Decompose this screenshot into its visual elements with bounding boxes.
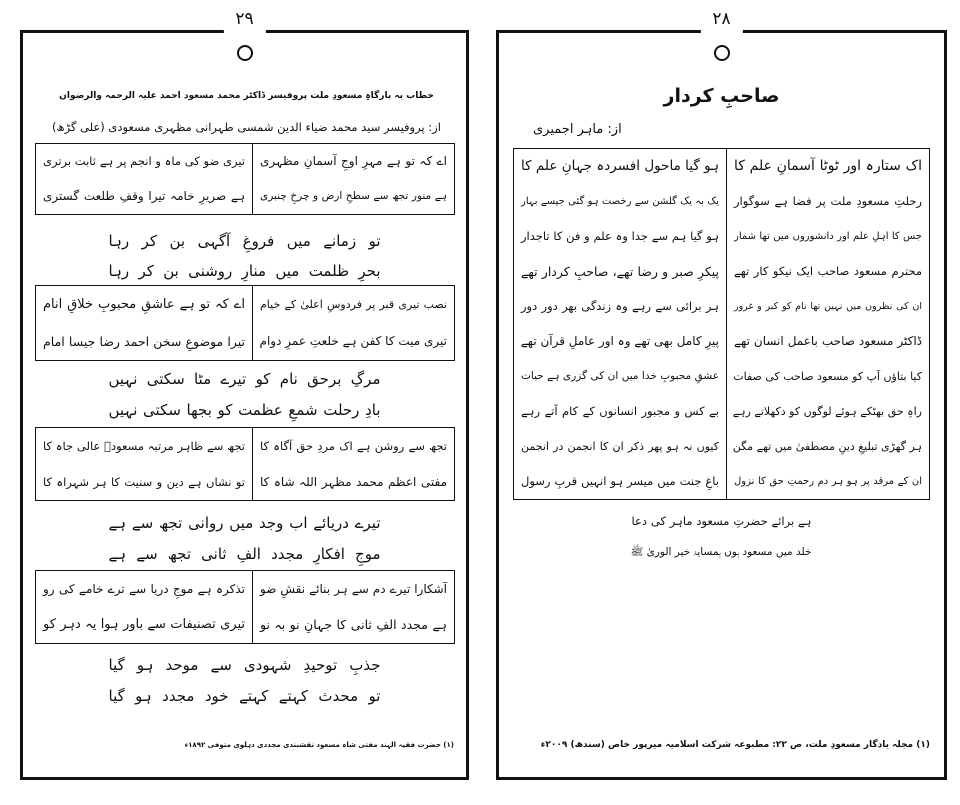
poem-byline: از: پروفیسر سید محمد ضیاء الدین شمسی طہرانی مظہری مسعودی (علی گڑھ)	[52, 120, 441, 134]
hemistich-left: ہر برائی سے رہے وہ زندگی بھر دور دور	[521, 299, 719, 313]
stanza-row	[514, 289, 929, 324]
stanza-box	[35, 143, 455, 215]
hemistich-right: اک ستارہ اور ٹوٹا آسمانِ علم کا	[726, 149, 929, 184]
hemistich-right: رحلتِ مسعودِ ملت پر فضا ہے سوگوار	[726, 184, 929, 219]
stanza-row	[514, 324, 929, 359]
hemistich-right: تجھ سے روشن ہے اک مردِ حق آگاہ کا	[252, 428, 454, 464]
page-right	[496, 9, 947, 780]
hemistich-left: تیرا موضوعِ سخن احمد رضا جیسا امام	[43, 334, 245, 349]
stanza-row	[514, 254, 929, 289]
hemistich-left: بے کس و مجبور انسانوں کے کام آتے رہے	[521, 404, 719, 418]
hemistich-right: ان کے مرقد پر ہو ہر دم رحمتِ حق کا نزول	[726, 464, 929, 499]
hemistich-right: مفتی اعظم محمد مظہر اللہ شاہ کا	[252, 464, 454, 500]
stanza-row	[514, 394, 929, 429]
stanza-row	[514, 219, 929, 254]
couplet-line: تو زمانے میں فروغِ آگہی بن کر رہا	[108, 232, 381, 250]
stanza-box	[35, 570, 455, 644]
page-number: ۲۹	[223, 5, 265, 33]
poem-byline: از: ماہر اجمیری	[533, 122, 622, 137]
stanza-row	[36, 607, 454, 643]
stanza-row	[36, 464, 454, 500]
stanza-row	[36, 286, 454, 323]
hemistich-right: ان کی نظروں میں نہیں تھا نام کو کبر و غرور	[726, 289, 929, 324]
poem-box	[513, 148, 930, 500]
closing-line: خلد میں مسعود ہوں ہمسایۂ خیر الوریٰ ﷺ	[630, 546, 812, 558]
hemistich-right: ہے منور تجھ سے سطحِ ارض و چرخِ چنبری	[252, 179, 454, 214]
circle-ornament-icon	[237, 45, 253, 61]
hemistich-right: آشکارا تیرے دم سے ہر بنائے نقشِ ضو	[252, 571, 454, 607]
couplet-line: مرگِ برحق نام کو تیرے مٹا سکتی نہیں	[108, 370, 381, 388]
couplet-line: جذبِ توحیدِ شہودی سے موحد ہو گیا	[108, 656, 381, 674]
hemistich-right: ڈاکٹر مسعود صاحب باعمل انسان تھے	[726, 324, 929, 359]
hemistich-left: تیری ضو کی ماہ و انجم پر ہے ثابت برتری	[43, 154, 245, 168]
stanza-row	[514, 149, 929, 184]
stanza-row	[514, 184, 929, 219]
hemistich-left: عشقِ محبوبِ خدا میں ان کی گزری ہے حیات	[521, 370, 719, 382]
couplet-line: موجِ افکارِ مجدد الفِ ثانی تجھ سے ہے	[108, 545, 381, 563]
footnote: (۱) مجلہ یادگار مسعودِ ملت، ص ۲۲: مطبوعہ شرکت اسلامیہ میرپور خاص (سندھ) ۲۰۰۹ء	[540, 740, 930, 750]
poem-title: صاحبِ کردار	[663, 85, 780, 107]
hemistich-left: ہے صریرِ خامہ تیرا وقفِ طلعت گستری	[43, 189, 245, 203]
couplet-line: بادِ رحلت شمعِ عظمت کو بجھا سکتی نہیں	[108, 401, 381, 419]
hemistich-right: جس کا اہلِ علم اور دانشوروں میں تھا شمار	[726, 219, 929, 254]
hemistich-right: ہے مجدد الفِ ثانی کا جہانِ نو بہ نو	[252, 607, 454, 643]
stanza-box	[35, 427, 455, 501]
couplet-line: تیرے دریائے اب وجد میں روانی تجھ سے ہے	[108, 514, 381, 532]
hemistich-left: تذکرہ ہے موجِ دریا سے ترے خامے کی رو	[43, 582, 245, 596]
stanza-row	[36, 428, 454, 464]
hemistich-right: نصب تیری قبر پر فردوسِ اعلیٰ کے خیام	[252, 286, 454, 323]
couplet-line: بحرِ ظلمت میں منارِ روشنی بن کر رہا	[108, 262, 381, 280]
hemistich-left: تجھ سے ظاہر مرتبہ مسعودؔ عالی جاہ کا	[43, 439, 245, 453]
stanza-row	[514, 464, 929, 499]
hemistich-left: باغِ جنت میں میسر ہو انہیں قربِ رسول	[521, 474, 719, 488]
hemistich-left: پیرِ کامل بھی تھے وہ اور عاملِ قرآن تھے	[520, 334, 719, 348]
footnote: (۱) حضرت فقیہ الہند مفتی شاہ مسعود نقشبندی مجددی دہلوی متوفی ۱۸۹۲ء	[184, 741, 454, 749]
hemistich-left: ہو گیا ہم سے جدا وہ علم و فن کا تاجدار	[521, 229, 719, 243]
couplet-line: تو محدث کہتے کہتے خود مجدد ہو گیا	[108, 687, 381, 705]
page-number: ۲۸	[700, 5, 742, 33]
hemistich-right: تیری میت کا کفن ہے خلعتِ عمرِ دوام	[252, 323, 454, 360]
circle-ornament-icon	[714, 45, 730, 61]
hemistich-right: اے کہ تو ہے مہرِ اوجِ آسمانِ مظہری	[252, 144, 454, 179]
stanza-row	[36, 571, 454, 607]
hemistich-left: پیکرِ صبر و رضا تھے، صاحبِ کردار تھے	[521, 264, 719, 279]
stanza-row	[36, 144, 454, 179]
hemistich-left: تو نشاں ہے دین و سنیت کا ہر شہراہ کا	[43, 475, 245, 489]
hemistich-left: کیوں نہ ہو پھر ذکر ان کا انجمن در انجمن	[521, 440, 719, 453]
hemistich-left: یک بہ یک گلشن سے رخصت ہو گئی جیسے بہار	[521, 196, 719, 207]
closing-line: ہے برائے حضرتِ مسعود ماہر کی دعا	[631, 514, 812, 528]
hemistich-right: محترم مسعود صاحب ایک نیکو کار تھے	[726, 254, 929, 289]
stanza-row	[514, 429, 929, 464]
hemistich-left: ہو گیا ماحول افسردہ جہانِ علم کا	[521, 158, 719, 174]
hemistich-right: راہِ حق بھٹکے ہوئے لوگوں کو دکھلاتے رہے	[726, 394, 929, 429]
page-left	[20, 9, 469, 780]
hemistich-left: تیری تصنیفات سے باور ہوا یہ دہر کو	[43, 617, 245, 632]
stanza-row	[36, 179, 454, 214]
stanza-row	[36, 323, 454, 360]
stanza-box	[35, 285, 455, 361]
hemistich-left: اے کہ تو ہے عاشقِ محبوبِ خلاقِ انام	[43, 297, 245, 312]
hemistich-right: ہر گھڑی تبلیغِ دینِ مصطفیٰ میں تھے مگن	[726, 429, 929, 464]
stanza-row	[514, 359, 929, 394]
hemistich-right: کیا بتاؤں آپ کو مسعود صاحب کی صفات	[726, 359, 929, 394]
poem-title: خطاب بہ بارگاہِ مسعودِ ملت پروفیسر ڈاکٹر محمد مسعود احمد علیہ الرحمہ والرضوان	[59, 91, 434, 101]
